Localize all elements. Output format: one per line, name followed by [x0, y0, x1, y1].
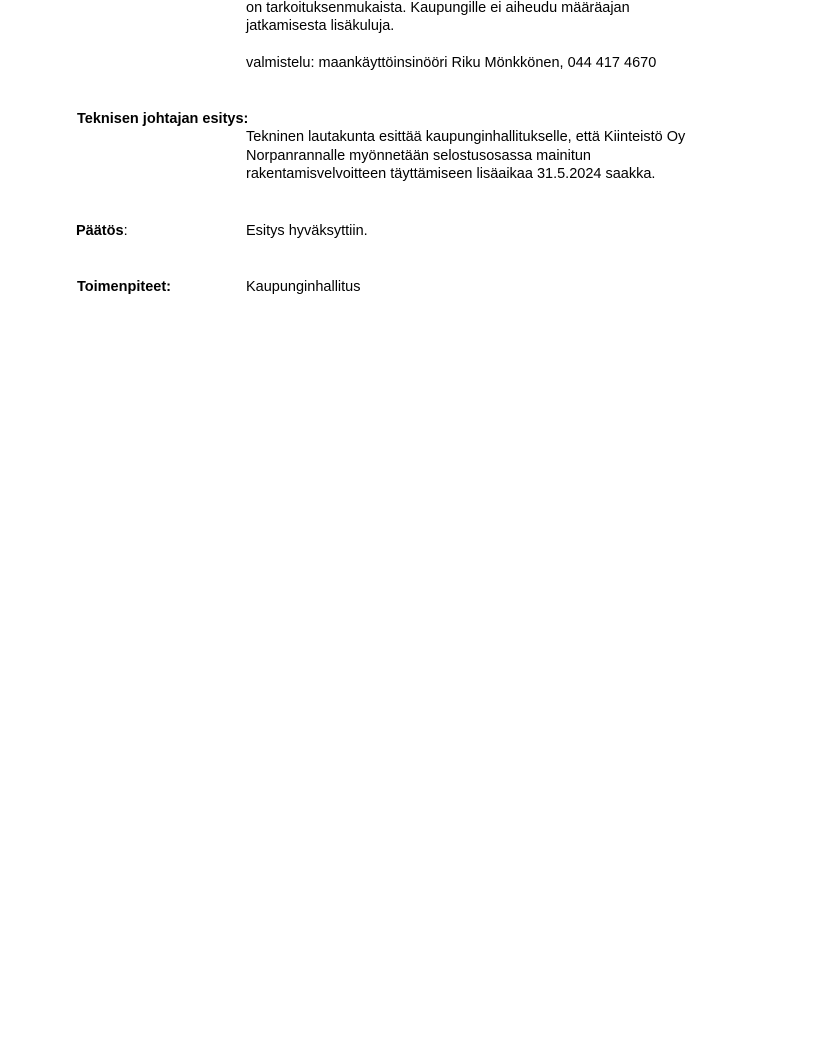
proposal-line-3: rakentamisvelvoitteen täyttämiseen lisäaikaa 31.5.2024 saakka.	[246, 166, 656, 182]
actions-text: Kaupunginhallitus	[246, 279, 361, 295]
intro-line-1: on tarkoituksenmukaista. Kaupungille ei aiheudu määräajan	[246, 0, 630, 16]
actions-label: Toimenpiteet:	[77, 279, 171, 295]
decision-label-text: Päätös	[76, 223, 124, 239]
proposal-line-1: Tekninen lautakunta esittää kaupunginhallitukselle, että Kiinteistö Oy	[246, 129, 686, 145]
decision-text: Esitys hyväksyttiin.	[246, 223, 368, 239]
decision-label-colon: :	[123, 223, 128, 239]
preparer-text: valmistelu: maankäyttöinsinööri Riku Mönkkönen, 044 417 4670	[246, 55, 657, 71]
intro-line-2: jatkamisesta lisäkuluja.	[246, 18, 395, 34]
proposal-line-2: Norpanrannalle myönnetään selostusosassa mainitun	[246, 148, 591, 164]
proposal-heading: Teknisen johtajan esitys:	[77, 111, 249, 127]
decision-label	[76, 222, 128, 240]
